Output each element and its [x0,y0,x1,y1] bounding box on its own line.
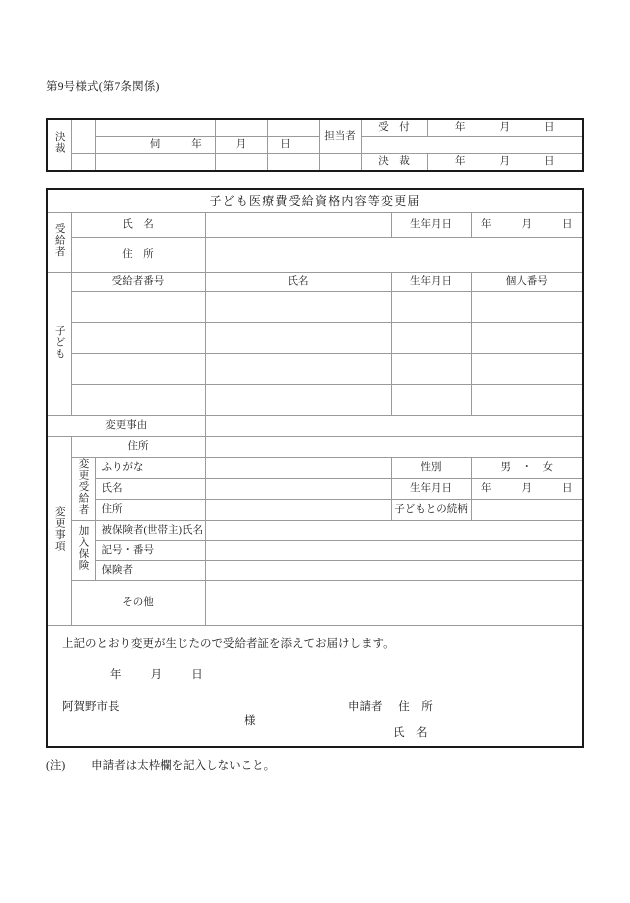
recipient-address-label: 住 所 [71,238,205,273]
gender-options[interactable]: 男 ・ 女 [471,458,583,479]
ukagai-year: 年 [191,139,202,151]
child-recipient-no[interactable] [71,354,205,385]
new-recipient-furigana-row [47,458,583,479]
decision-seal-cell-a[interactable] [71,119,95,154]
insurance-row [47,540,583,560]
decision-label-ukagai: 伺 [95,137,215,154]
new-recipient-birth-label: 生年月日 [391,478,471,499]
new-recipient-name-row [47,478,583,499]
insurance-symbol-number-value[interactable] [205,540,583,560]
decision-note-cell-a[interactable] [95,119,215,137]
child-birth[interactable] [391,323,471,354]
change-address-value[interactable] [205,437,583,458]
decision-staff-value[interactable] [319,154,361,172]
recipient-name-row [47,213,583,238]
insurance-vertical-label: 加入保険 [71,520,95,580]
decision-note-cell-b[interactable] [95,154,215,172]
decision-row-uketsuke [47,119,583,137]
children-vertical-label: 子ども [47,273,71,416]
new-recipient-vertical-label: 変更受給者 [71,458,95,521]
uketsuke-year: 年 [455,122,466,134]
child-mynumber[interactable] [471,323,583,354]
decision-col-cell-b2[interactable] [267,154,319,172]
footer-note [46,757,275,773]
children-header-mynumber: 個人番号 [471,273,583,292]
form-number: 第9号様式(第7条関係) [46,81,160,93]
decision-row-kessai [47,154,583,172]
change-items-vertical-label: 変更事項 [47,437,71,626]
recipient-name-value[interactable] [205,213,391,238]
new-recipient-furigana-value[interactable] [205,458,391,479]
recipient-birth-label: 生年月日 [391,213,471,238]
honorific-label: 様 [244,714,256,727]
decision-label-kessai: 決 裁 [361,154,427,172]
decision-row-ukagai [47,137,583,154]
recipient-birth-year: 年 [481,219,492,231]
recipient-vertical-label: 受給者 [47,213,71,273]
children-header-row [47,273,583,292]
child-birth[interactable] [391,292,471,323]
recipient-address-row [47,238,583,273]
children-header-name: 氏名 [205,273,391,292]
statement-date-month: 月 [150,668,163,681]
child-name[interactable] [205,354,391,385]
decision-col-cell-b1[interactable] [215,154,267,172]
child-name[interactable] [205,385,391,416]
table-row [47,354,583,385]
child-mynumber[interactable] [471,292,583,323]
decision-label-uketsuke: 受 付 [361,119,427,137]
decision-date-uketsuke[interactable] [427,119,583,137]
new-recipient-name-value[interactable] [205,478,391,499]
child-mynumber[interactable] [471,354,583,385]
kessai-year: 年 [455,156,466,168]
ukagai-day: 日 [280,139,291,151]
insurance-row [47,560,583,580]
child-birth[interactable] [391,385,471,416]
other-value[interactable] [205,580,583,625]
children-header-recipient-no: 受給者番号 [71,273,205,292]
kessai-day: 日 [544,156,555,168]
change-reason-row [47,416,583,437]
statement-cell [47,625,583,747]
statement-text: 上記のとおり変更が生じたので受給者証を添えてお届けします。 [62,637,395,650]
footer-note-text: 申請者は太枠欄を記入しないこと。 [91,760,276,772]
insurer-label: 保険者 [95,560,205,580]
decision-table [46,118,584,172]
new-recipient-address-label: 住所 [95,499,205,520]
child-recipient-no[interactable] [71,385,205,416]
new-recipient-furigana-label: ふりがな [95,458,205,479]
insurance-row [47,520,583,540]
statement-date-year: 年 [110,668,122,681]
statement-date-day: 日 [191,668,203,681]
recipient-birth-month: 月 [521,219,532,231]
decision-staff-label: 担当者 [319,119,361,154]
new-recipient-address-row [47,499,583,520]
child-name[interactable] [205,292,391,323]
applicant-label: 申請者 [348,700,383,713]
decision-vertical-label: 決裁 [47,119,71,171]
new-recipient-birth-year: 年 [481,483,492,495]
child-recipient-no[interactable] [71,292,205,323]
relation-label: 子どもとの続柄 [391,499,471,520]
child-recipient-no[interactable] [71,323,205,354]
table-row [47,292,583,323]
insurer-value[interactable] [205,560,583,580]
kessai-month: 月 [499,156,510,168]
new-recipient-name-label: 氏名 [95,478,205,499]
child-birth[interactable] [391,354,471,385]
decision-col-cell-a1[interactable] [215,119,267,137]
main-form-table [46,188,584,748]
applicant-name-label: 氏 名 [393,726,428,739]
new-recipient-address-value[interactable] [205,499,391,520]
applicant-address-label: 住 所 [398,700,433,713]
change-reason-label: 変更事由 [47,416,205,437]
statement-date[interactable] [110,670,229,682]
table-row [47,385,583,416]
child-mynumber[interactable] [471,385,583,416]
change-reason-value[interactable] [205,416,583,437]
recipient-address-value[interactable] [205,238,583,273]
title-row [47,189,583,213]
uketsuke-month: 月 [499,122,510,134]
gender-label: 性別 [391,458,471,479]
table-row [47,323,583,354]
recipient-birth-day: 日 [562,219,573,231]
insurance-symbol-number-label: 記号・番号 [95,540,205,560]
insurance-holder-value[interactable] [205,520,583,540]
insurance-holder-label: 被保険者(世帯主)氏名 [95,520,205,540]
new-recipient-birth-value[interactable] [471,478,583,499]
footer-note-tag: (注) [46,760,66,772]
decision-col-cell-a2[interactable] [267,119,319,137]
other-row [47,580,583,625]
mayor-label: 阿賀野市長 [62,700,120,713]
other-label: その他 [71,580,205,625]
statement-row [47,625,583,747]
form-title: 子ども医療費受給資格内容等変更届 [47,189,583,213]
relation-value[interactable] [471,499,583,520]
recipient-name-label: 氏 名 [71,213,205,238]
ukagai-month: 月 [235,139,247,151]
applicant-address-line [348,702,433,714]
decision-date-kessai[interactable] [427,154,583,172]
uketsuke-day: 日 [544,122,555,134]
decision-seal-cell-b[interactable] [71,154,95,172]
child-name[interactable] [205,323,391,354]
children-header-birth: 生年月日 [391,273,471,292]
recipient-birth-value[interactable] [471,213,583,238]
new-recipient-birth-day: 日 [562,483,573,495]
decision-date-ukagai[interactable] [191,137,291,154]
change-address-row [47,437,583,458]
change-address-label: 住所 [71,437,205,458]
new-recipient-birth-month: 月 [521,483,532,495]
